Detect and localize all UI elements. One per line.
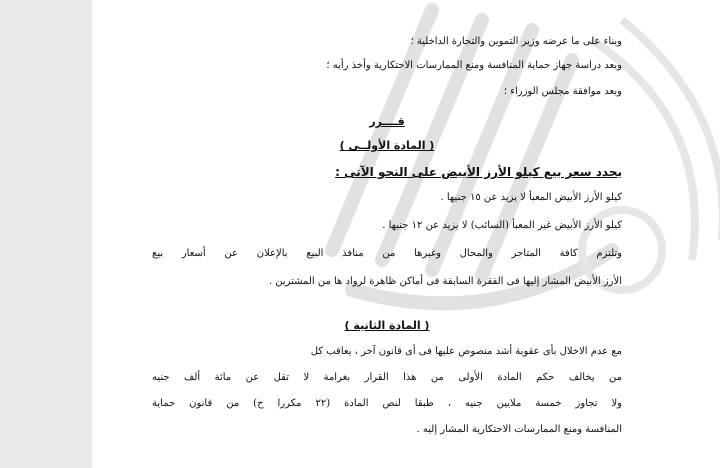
article-one-heading: يحدد سعر بيع كيلو الأرز الأبيض على النحو الآتى : (335, 165, 622, 179)
article-two-paragraph-line-1: مع عدم الاخلال بأى عقوبة أشد منصوص عليها فى أى قانون آخر ، يعاقب كل (310, 346, 622, 357)
article-one-title: ( المادة الأولــى ) (339, 139, 435, 152)
article-two-paragraph-line-4: المنافسة ومنع الممارسات الاحتكارية المشار إليه . (416, 424, 622, 435)
preamble-line-1: وبناء على ما عرضه وزير التموين والتجارة الداخلية ؛ (410, 36, 622, 47)
article-one-paragraph-line-2: الأرز الأبيض المشار إليها فى الفقرة السابقة فى أماكن ظاهرة لرواد ها من المشترين . (268, 276, 622, 287)
decree-heading: قــــرر (369, 115, 405, 128)
article-one-item-1: كيلو الأرز الأبيض المعبأ لا يزيد عن ١٥ جنيها . (440, 192, 622, 203)
document-page (92, 0, 720, 468)
article-one-item-2: كيلو الأرز الأبيض غير المعبأ (السائب) لا يزيد عن ١٢ جنيها . (382, 220, 622, 231)
article-two-title: ( المادة الثانية ) (344, 319, 430, 332)
preamble-line-3: وبعد موافقة مجلس الوزراء ؛ (503, 86, 622, 97)
article-one-paragraph-line-1: وتلتزم كافة المتاجر والمحال وغيرها من منافذ البيع بالإعلان عن أسعار بيع (152, 248, 622, 259)
article-two-paragraph-line-3: ولا تجاوز خمسة ملايين جنيه ، طبقا لنص المادة (٢٢ مكررا ح) من قانون حماية (152, 398, 623, 409)
article-two-paragraph-line-2: من يخالف حكم المادة الأولى من هذا القرار بغرامة لا تقل عن مائة ألف جنيه (152, 372, 622, 383)
preamble-line-2: وبعد دراسة جهاز حماية المنافسة ومنع الممارسات الاحتكارية وأخذ رأيه ؛ (326, 60, 622, 71)
